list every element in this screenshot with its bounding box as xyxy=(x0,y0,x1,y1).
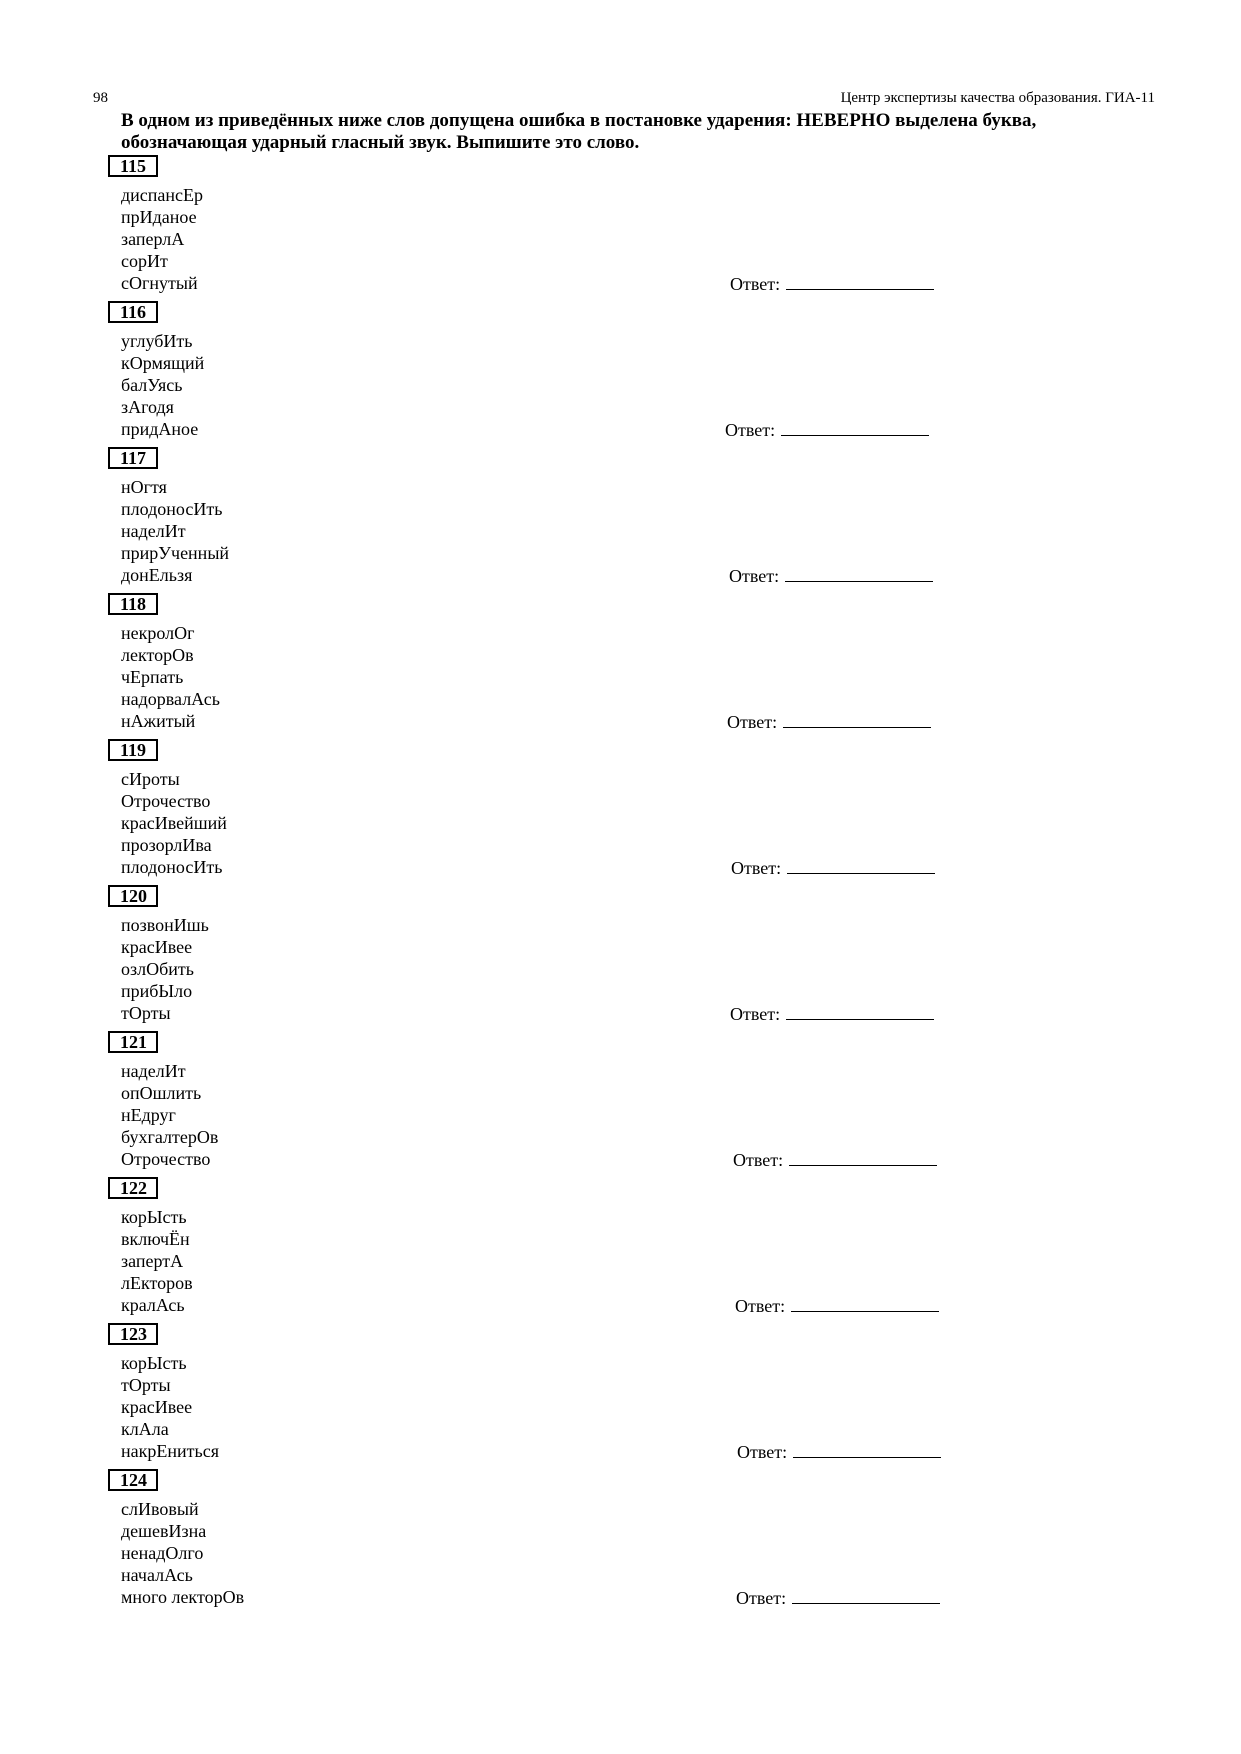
word-option: включЁн xyxy=(121,1229,190,1249)
word-option: кОрмящий xyxy=(121,353,205,373)
answer-field[interactable] xyxy=(730,273,934,294)
word-option: заперлА xyxy=(121,229,185,249)
task-117 xyxy=(108,447,968,593)
answer-label: Ответ: xyxy=(736,1588,787,1608)
word-option: надорвалАсь xyxy=(121,689,220,709)
task-number-box: 121 xyxy=(108,1031,158,1053)
task-number-box: 116 xyxy=(108,301,158,323)
page-number: 98 xyxy=(93,90,108,106)
word-option: сИроты xyxy=(121,769,180,789)
task-120 xyxy=(108,885,968,1031)
word-option: Отрочество xyxy=(121,1149,211,1169)
word-option: прирУченный xyxy=(121,543,230,563)
word-option: озлОбить xyxy=(121,959,194,979)
word-option: чЕрпать xyxy=(121,667,184,687)
answer-field[interactable] xyxy=(725,419,929,440)
word-option: нЕдруг xyxy=(121,1105,176,1125)
answer-field[interactable] xyxy=(727,711,931,732)
task-118 xyxy=(108,593,968,739)
task-number-box: 119 xyxy=(108,739,158,761)
answer-line[interactable] xyxy=(791,1295,939,1312)
task-number-box: 117 xyxy=(108,447,158,469)
word-option: некролОг xyxy=(121,623,195,643)
word-option: дешевИзна xyxy=(121,1521,207,1541)
task-121 xyxy=(108,1031,968,1177)
answer-line[interactable] xyxy=(793,1441,941,1458)
word-option: красИвее xyxy=(121,937,193,957)
page-header-source: Центр экспертизы качества образования. ГИА-11 xyxy=(840,90,1155,106)
task-number-box: 118 xyxy=(108,593,158,615)
word-option: корЫсть xyxy=(121,1207,187,1227)
word-option: красИвее xyxy=(121,1397,193,1417)
task-number-box: 120 xyxy=(108,885,158,907)
task-123 xyxy=(108,1323,968,1469)
answer-line[interactable] xyxy=(787,857,935,874)
word-option: много лекторОв xyxy=(121,1587,245,1607)
task-116 xyxy=(108,301,968,447)
word-option: лЕкторов xyxy=(121,1273,193,1293)
task-number-box: 123 xyxy=(108,1323,158,1345)
word-option: красИвейший xyxy=(121,813,227,833)
word-option: Отрочество xyxy=(121,791,211,811)
word-option: прибЫло xyxy=(121,981,193,1001)
word-option: позвонИшь xyxy=(121,915,209,935)
word-option: корЫсть xyxy=(121,1353,187,1373)
word-option: углубИть xyxy=(121,331,193,351)
answer-label: Ответ: xyxy=(727,712,778,732)
task-124 xyxy=(108,1469,968,1615)
word-option: сОгнутый xyxy=(121,273,198,293)
word-option: слИвовый xyxy=(121,1499,199,1519)
word-option: зАгодя xyxy=(121,397,174,417)
answer-line[interactable] xyxy=(786,273,934,290)
word-option: прозорлИва xyxy=(121,835,212,855)
answer-label: Ответ: xyxy=(730,274,781,294)
word-option: клАла xyxy=(121,1419,169,1439)
word-option: ненадОлго xyxy=(121,1543,204,1563)
answer-label: Ответ: xyxy=(725,420,776,440)
answer-field[interactable] xyxy=(737,1441,941,1462)
answer-label: Ответ: xyxy=(737,1442,788,1462)
task-number-box: 122 xyxy=(108,1177,158,1199)
word-option: нОгтя xyxy=(121,477,167,497)
word-option: плодоносИть xyxy=(121,857,223,877)
word-option: кралАсь xyxy=(121,1295,185,1315)
answer-field[interactable] xyxy=(731,857,935,878)
word-option: накрЕниться xyxy=(121,1441,219,1461)
answer-line[interactable] xyxy=(781,419,929,436)
word-option: наделИт xyxy=(121,1061,186,1081)
answer-line[interactable] xyxy=(789,1149,937,1166)
answer-line[interactable] xyxy=(785,565,933,582)
word-option: балУясь xyxy=(121,375,183,395)
answer-label: Ответ: xyxy=(735,1296,786,1316)
answer-field[interactable] xyxy=(733,1149,937,1170)
answer-field[interactable] xyxy=(729,565,933,586)
task-instruction: В одном из приведённых ниже слов допущена ошибка в постановке ударения: НЕВЕРНО выделена буква, обозначающая ударный гласный звук. Выпишите это слово. xyxy=(121,110,1037,153)
word-option: прИданое xyxy=(121,207,197,227)
word-option: плодоносИть xyxy=(121,499,223,519)
answer-label: Ответ: xyxy=(733,1150,784,1170)
answer-line[interactable] xyxy=(792,1587,940,1604)
word-option: опОшлить xyxy=(121,1083,202,1103)
word-option: сорИт xyxy=(121,251,168,271)
answer-field[interactable] xyxy=(736,1587,940,1608)
word-option: нАжитый xyxy=(121,711,196,731)
word-option: диспансЕр xyxy=(121,185,204,205)
answer-field[interactable] xyxy=(735,1295,939,1316)
word-option: запертА xyxy=(121,1251,184,1271)
answer-line[interactable] xyxy=(786,1003,934,1020)
word-option: тОрты xyxy=(121,1375,171,1395)
answer-label: Ответ: xyxy=(729,566,780,586)
word-option: наделИт xyxy=(121,521,186,541)
word-option: бухгалтерОв xyxy=(121,1127,219,1147)
task-number-box: 124 xyxy=(108,1469,158,1491)
word-option: придАное xyxy=(121,419,199,439)
answer-label: Ответ: xyxy=(730,1004,781,1024)
answer-label: Ответ: xyxy=(731,858,782,878)
word-option: донЕльзя xyxy=(121,565,193,585)
task-122 xyxy=(108,1177,968,1323)
word-option: тОрты xyxy=(121,1003,171,1023)
task-119 xyxy=(108,739,968,885)
task-115 xyxy=(108,155,968,301)
task-list xyxy=(108,155,968,1615)
task-number-box: 115 xyxy=(108,155,158,177)
word-option: началАсь xyxy=(121,1565,193,1585)
word-option: лекторОв xyxy=(121,645,194,665)
answer-line[interactable] xyxy=(783,711,931,728)
answer-field[interactable] xyxy=(730,1003,934,1024)
